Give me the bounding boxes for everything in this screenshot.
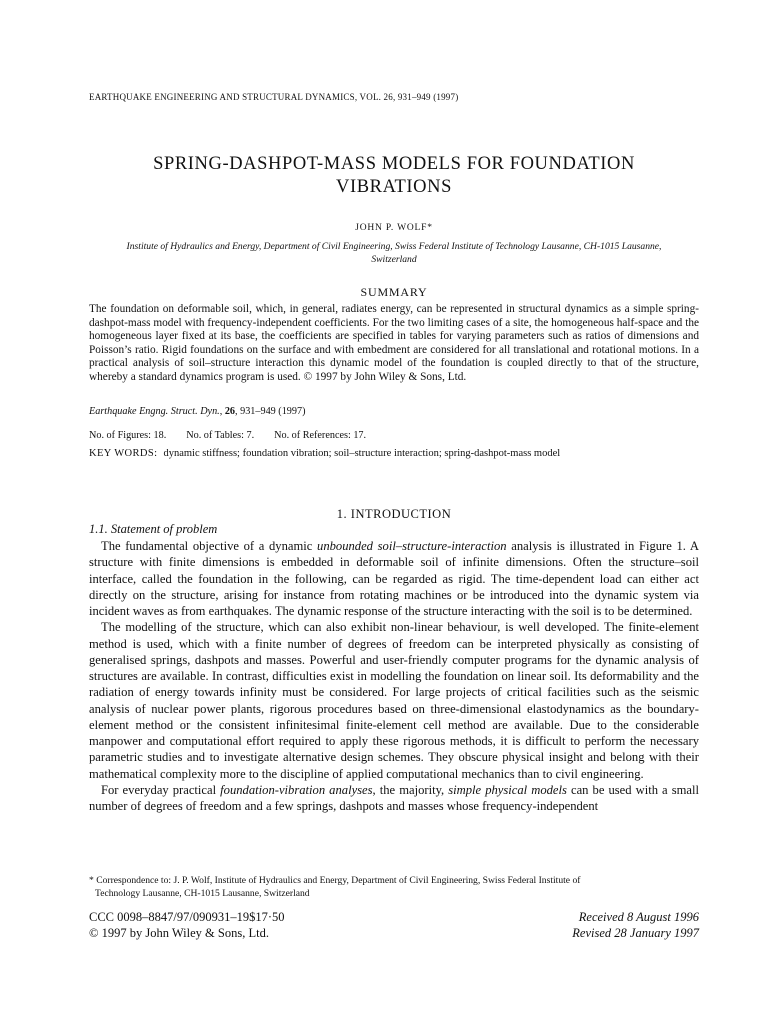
paragraph-2: The modelling of the structure, which can also exhibit non-linear behaviour, is well developed. The finite-element method is used, which with a finite number of degrees of freedom can be interpreted physically as consisting of generalised springs, dashpots and masses. Powerful and user-friendly computer programs for the dynamic analysis of structures are available. In contrast, difficulties exist in modelling the foundation on linear soil. Its deformability and the radiation of energy towards infinity must be considered. For large projects of critical facilities such as the seismic analysis of nuclear power plants, rigorous procedures based on three-dimensional elastodynamics as the boundary-element method or the consistent infinitesimal finite-element cell method are available. Due to the considerable manpower and computational effort required to apply these rigorous methods, it is difficult to perform the necessary parametric studies and to investigate alternative design schemes. They obscure physical insight and belong with their mathematical complexity more to the discipline of applied computational mechanics than to civil engineering. [89,620,699,781]
revised-date: Revised 28 January 1997 [572,926,699,940]
paragraph-1 [89,538,699,619]
citation-volume: 26 [224,406,235,417]
p3-text-c: can be used with a small number of degrees of freedom and a few springs, dashpots and masses whose frequency-independent [89,782,699,813]
citation-line: Earthquake Engng. Struct. Dyn., 26, 931–949 (1997) [89,406,306,417]
keywords-text: dynamic stiffness; foundation vibration; soil–structure interaction; spring-dashpot-mass model [163,448,561,459]
figures-count: No. of Figures: 18. [89,430,167,441]
footer-dates [572,909,699,941]
ccc-code: CCC 0098–8847/97/090931–19$17·50 [89,910,285,924]
p3-emphasis-1: foundation-vibration analyses [220,782,373,797]
journal-header: EARTHQUAKE ENGINEERING AND STRUCTURAL DYNAMICS, VOL. 26, 931–949 (1997) [89,92,459,102]
citation-journal: Earthquake Engng. Struct. Dyn. [89,406,220,417]
keywords [89,448,560,459]
title-line-1: SPRING-DASHPOT-MASS MODELS FOR FOUNDATION [153,154,635,174]
p1-emphasis: unbounded soil–structure-interaction [317,539,507,553]
summary-copyright: © 1997 by John Wiley & Sons, Ltd. [303,370,467,383]
article-counts [89,430,386,441]
p1-text-b: analysis is illustrated in Figure 1. A structure with finite dimensions is embedded in deformable soil of infinite dimensions. Often the structure–soil interface, called the foundation in the following, can be regarded as rigid. The time-dependent load can either act directly on the structure, arising for instance from rotating machines or be introduced into the dynamic system via incident waves as from earthquakes. The dynamic response of the structure interacting with the soil is to be determined. [89,539,699,618]
article-title [89,153,699,199]
author-affiliation [89,240,699,266]
footnote-line-2: Technology Lausanne, CH-1015 Lausanne, Switzerland [95,887,310,899]
paragraph-3 [89,782,699,815]
affiliation-line-2: Switzerland [371,254,417,265]
author-name: JOHN P. WOLF* [355,223,433,233]
subsection-heading: 1.1. Statement of problem [89,522,218,536]
footer-copyright: © 1997 by John Wiley & Sons, Ltd. [89,926,269,940]
summary-text: The foundation on deformable soil, which, in general, radiates energy, can be represented in structural dynamics as a simple spring-dashpot-mass model with frequency-independent coefficients. For the two limiting cases of a site, the homogeneous half-space and the homogeneous layer fixed at its base, the coefficients are specified in tables for varying parameters such as ratios of dimensions and Poisson’s ratio. Rigid foundations on the surface and with embedment are considered for all translational and rotational motions. In a practical analysis of soil–structure interaction this dynamic model of the foundation is coupled directly to that of the structure, whereby a standard dynamics program is used. [89,303,699,383]
title-line-2: VIBRATIONS [336,177,452,197]
footer-left [89,909,285,941]
p3-text-b: , the majority, [372,782,449,797]
p3-emphasis-2: simple physical models [448,782,567,797]
citation-pages: , 931–949 (1997) [235,406,306,417]
affiliation-line-1: Institute of Hydraulics and Energy, Department of Civil Engineering, Swiss Federal Institute of Technology Lausanne, CH-1015 Lausanne, [126,241,662,252]
summary-heading: SUMMARY [360,285,428,299]
p3-text-a: For everyday practical [101,782,221,797]
footnote-line-1: * Correspondence to: J. P. Wolf, Institute of Hydraulics and Energy, Department of Civil Engineering, Swiss Federal Institute of [89,875,581,886]
summary-abstract [89,303,699,385]
introduction-body [89,538,699,814]
keywords-label: KEY WORDS: [89,448,158,459]
p1-text-a: The fundamental objective of a dynamic [101,539,318,553]
correspondence-footnote [89,875,699,900]
references-count: No. of References: 17. [274,430,367,441]
received-date: Received 8 August 1996 [578,910,699,924]
section-heading-introduction: 1. INTRODUCTION [336,507,452,521]
tables-count: No. of Tables: 7. [186,430,255,441]
